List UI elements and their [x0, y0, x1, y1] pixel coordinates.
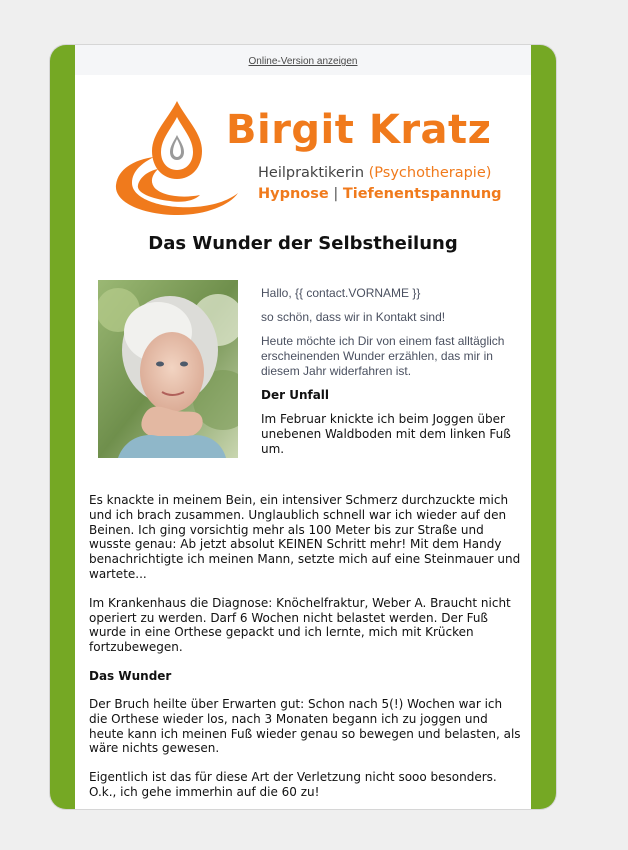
intro-column [261, 286, 525, 466]
paragraph-4: Der Bruch heilte über Erwarten gut: Schon nach 5(!) Wochen war ich die Orthese wieder los, nach 3 Monaten begann ich zu joggen und heute kann ich meinen Fuß wieder genau so bewegen und belasten, als wäre nichts gewesen. [89, 696, 521, 756]
intro-paragraph: Heute möchte ich Dir von einem fast alltäglich erscheinenden Wunder erzählen, das mir in diesem Jahr widerfahren ist. [261, 334, 505, 378]
heading-wunder: Das Wunder [89, 668, 172, 683]
article-body [89, 493, 521, 809]
service-separator: | [328, 186, 343, 202]
paragraph-3: Im Krankenhaus die Diagnose: Knöchelfraktur, Weber A. Braucht nicht operiert zu werden. Darf 6 Wochen nicht belastet werden. Der Fuß wurde in eine Orthese gepackt und ich lernte, mich mit Krücken fortzubewegen. [89, 595, 511, 655]
subtitle-profession: Heilpraktikerin [258, 165, 369, 181]
service-hypnose: Hypnose [258, 186, 329, 202]
intro-line: so schön, dass wir in Kontakt sind! [261, 310, 446, 324]
brand-subtitle [258, 165, 491, 181]
top-bar [75, 45, 531, 75]
brand-services [258, 186, 502, 202]
email-body [75, 45, 531, 809]
paragraph-2: Es knackte in meinem Bein, ein intensiver Schmerz durchzuckte mich und ich brach zusammen. Unglaublich schnell war ich wieder auf den Beinen. Ich ging vorsichtig mehr als 100 Meter bis zur Straße und wusste genau: Ab jetzt absolut KEINEN Schritt mehr! Mit dem Handy benachrichtigte ich meinen Mann, setzte mich auf eine Steinmauer und wartete... [89, 493, 521, 581]
article-title: Das Wunder der Selbstheilung [148, 233, 458, 254]
subtitle-specialty: (Psychotherapie) [368, 165, 492, 181]
paragraph-5: Eigentlich ist das für diese Art der Verletzung nicht sooo besonders. O.k., ich gehe immerhin auf die 60 zu! [89, 770, 497, 799]
greeting: Hallo, {{ contact.VORNAME }} [261, 286, 421, 300]
service-tiefenentspannung: Tiefenentspannung [342, 186, 502, 202]
logo [108, 97, 503, 219]
paragraph-1: Im Februar knickte ich beim Joggen über unebenen Waldboden mit dem linken Fuß um. [261, 412, 511, 456]
heading-unfall: Der Unfall [261, 388, 330, 402]
online-version-link[interactable]: Online-Version anzeigen [248, 56, 358, 67]
portrait-photo [98, 280, 238, 458]
brand-name: Birgit Kratz [226, 107, 492, 153]
email-frame [50, 45, 556, 809]
